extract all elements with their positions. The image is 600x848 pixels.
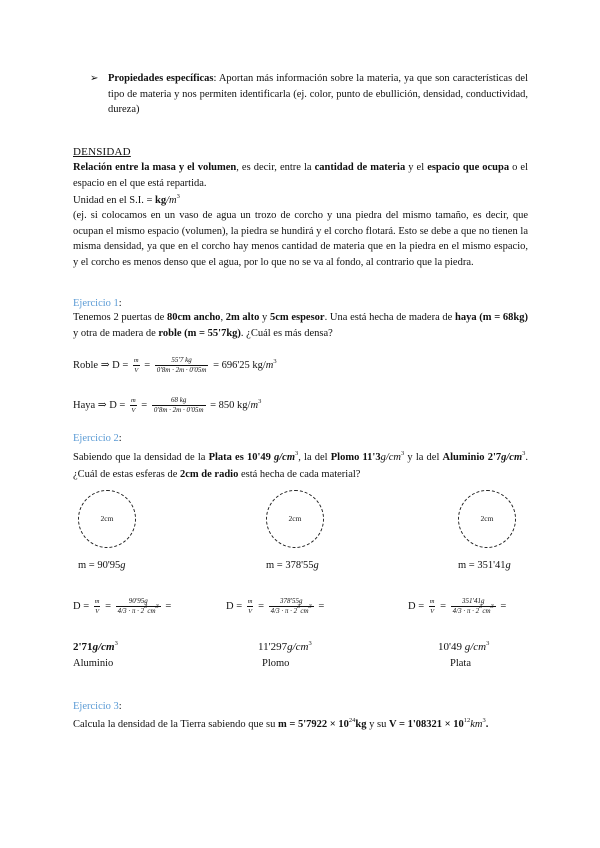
ej1-roble-equation	[73, 356, 277, 375]
roble-result-m: m	[265, 359, 274, 371]
d-f2-den-exp1: 3	[297, 603, 301, 610]
roble-f1-num: m	[133, 357, 139, 364]
result-value: 11'297	[258, 641, 288, 653]
intro-bold: Propiedades específicas	[108, 73, 214, 84]
ej1-title-colon: :	[118, 298, 122, 309]
sphere-plata	[458, 490, 516, 548]
ej3-t2: y su	[366, 719, 389, 730]
intro-text: : Aportan más información sobre la materia, ya que son características del tipo de materia y nos permiten identificarla (ej. color, punto de ebullición, densidad, conductividad, dureza)	[108, 73, 528, 115]
d-eq: =	[102, 600, 114, 612]
d-f2-den-cm: cm	[482, 607, 491, 615]
d-f1-num: m	[94, 598, 100, 605]
ej2-title	[73, 431, 528, 447]
haya-frac-1	[130, 396, 137, 415]
roble-result-exp: 3	[273, 357, 277, 365]
mass-unit: g	[120, 560, 126, 571]
sphere-radius-label: 2cm	[100, 514, 114, 524]
d-label: D =	[226, 600, 245, 612]
d-frac-2	[451, 597, 496, 616]
haya-f1-den: V	[131, 407, 136, 414]
d-f2-den	[269, 603, 314, 616]
haya-result-m: m	[250, 399, 259, 411]
d-f1-den: V	[248, 608, 253, 615]
mass-label: m = 90'95	[78, 560, 121, 571]
d-f2-den-exp1: 3	[479, 603, 483, 610]
ej2-t2: , la del	[298, 452, 331, 463]
ej3-title-text: Ejercicio 3	[73, 701, 119, 712]
ej1-t1: Tenemos 2 puertas de	[73, 312, 167, 323]
result-exp: 3	[308, 640, 312, 647]
si-unit-m: /m	[166, 195, 177, 206]
ej3-e1: 24	[348, 717, 356, 724]
d-label: D =	[73, 600, 92, 612]
sphere-plomo	[266, 490, 324, 548]
ej1-b3: 5cm espesor	[269, 312, 325, 323]
haya-result-exp: 3	[258, 397, 262, 405]
ej2-e1: 3	[295, 450, 299, 457]
mass-unit: g	[505, 560, 511, 571]
def-text-3: o el espacio en el que está repartida.	[73, 162, 529, 189]
haya-result: = 850 kg/	[207, 399, 251, 411]
haya-f1-num: m	[130, 397, 136, 404]
ej2-m2: g/cm	[380, 452, 402, 463]
ej1-b2: 2m alto	[225, 312, 260, 323]
haya-f2-num: 68 kg	[152, 396, 206, 406]
mass-label: m = 351'41	[458, 560, 506, 571]
ej1-statement	[73, 310, 528, 341]
sphere-radius-label: 2cm	[480, 514, 494, 524]
ej2-t5: está hecha de cada material?	[238, 469, 361, 480]
material-plata: Plata	[450, 658, 471, 669]
result-aluminio	[73, 640, 118, 656]
ej3-title-colon: :	[118, 701, 122, 712]
roble-result: = 696'25 kg/	[210, 359, 266, 371]
ej2-t3: y la del	[404, 452, 443, 463]
ej3-e2: 12	[463, 717, 471, 724]
ej3-statement	[73, 717, 488, 733]
density-eq-plata	[408, 597, 506, 616]
result-exp: 3	[114, 640, 118, 647]
roble-frac-1	[133, 356, 140, 375]
density-eq-plomo	[226, 597, 324, 616]
def-text-1: , es decir, entre la	[236, 162, 315, 173]
d-f2-den-cm: cm	[147, 607, 156, 615]
material-aluminio: Aluminio	[73, 658, 114, 669]
ej2-t4: . ¿Cuál de estas esferas de	[73, 452, 529, 480]
ej1-b1: 80cm ancho	[167, 312, 221, 323]
d-tail: =	[497, 600, 507, 612]
d-f1-num: m	[429, 598, 435, 605]
ej2-b3: Aluminio 2'7	[442, 452, 502, 463]
haya-label: Haya ⇒ D =	[73, 399, 128, 411]
def-bold-3: espacio que ocupa	[427, 162, 510, 173]
ej3-t1: Calcula la densidad de la Tierra sabiendo que su	[73, 719, 278, 730]
ej1-haya-equation	[73, 396, 261, 415]
mass-plomo	[266, 558, 319, 574]
d-f2-den	[451, 603, 496, 616]
result-exp: 3	[486, 640, 490, 647]
ej2-title-colon: :	[118, 433, 122, 444]
d-f2-num: 378'55g	[269, 597, 314, 607]
def-text-2: y el	[405, 162, 428, 173]
result-unit: g/cm	[464, 641, 487, 653]
d-label: D =	[408, 600, 427, 612]
d-f2-den-exp2: 3	[308, 603, 312, 610]
si-unit-line	[73, 193, 528, 209]
def-bold-2: cantidad de materia	[314, 162, 406, 173]
roble-eq: =	[141, 359, 153, 371]
intro-bullet: ➢	[90, 73, 99, 84]
mass-plata	[458, 558, 511, 574]
haya-eq: =	[138, 399, 150, 411]
ej3-b4: .	[485, 719, 489, 730]
roble-f1-den: V	[134, 367, 139, 374]
haya-f2-den: 0'8m · 2m · 0'05m	[153, 406, 204, 414]
d-frac-1	[429, 597, 436, 616]
ej2-b1: Plata es 10'49	[208, 452, 275, 463]
d-f2-den-text: 4/3 · π · 2	[452, 607, 480, 615]
d-f2-den-exp2: 3	[155, 603, 159, 610]
d-f1-den: V	[95, 608, 100, 615]
roble-label: Roble ⇒ D =	[73, 359, 131, 371]
ej3-b3: V = 1'08321 × 10	[388, 719, 464, 730]
result-plata	[438, 640, 489, 656]
result-unit: g/cm	[287, 641, 309, 653]
density-eq-aluminio	[73, 597, 171, 616]
densidad-example: (ej. si colocamos en un vaso de agua un trozo de corcho y una piedra del mismo tamaño, es decir, que ocupan el mismo espacio (volumen), la piedra se hundirá y el corcho flotará. Esto se debe a que no tienen la misma densidad, ya que en el corcho hay menos cantidad de materia que en la piedra en el mismo espacio, y el corcho es menos denso que el agua, por lo que no se va al fondo, al contrario que la piedra.	[73, 210, 528, 268]
def-bold-1: Relación entre la masa y el volumen	[73, 162, 237, 173]
sphere-aluminio	[78, 490, 136, 548]
ej1-t3: y	[259, 312, 270, 323]
material-plomo: Plomo	[262, 658, 290, 669]
d-tail: =	[162, 600, 172, 612]
ej2-b4: 2cm de radio	[180, 469, 239, 480]
roble-f2-num: 55'7 kg	[155, 356, 209, 366]
ej3-title	[73, 699, 528, 715]
d-eq: =	[255, 600, 267, 612]
ej1-t6: . ¿Cuál es más densa?	[240, 327, 333, 339]
roble-frac-2	[155, 356, 209, 375]
ej1-b4: haya (m = 68kg)	[455, 312, 528, 323]
si-unit-label: Unidad en el S.I. =	[73, 195, 156, 206]
mass-aluminio	[78, 558, 125, 574]
ej1-b5: roble (m = 55'7kg)	[158, 327, 241, 339]
ej2-e3: 3	[522, 450, 526, 457]
mass-label: m = 378'55	[266, 560, 314, 571]
ej2-statement	[73, 449, 528, 483]
ej3-b1: m = 5'7922 × 10	[278, 719, 349, 730]
ej2-title-text: Ejercicio 2	[73, 433, 119, 444]
d-f2-den-exp1: 3	[144, 603, 148, 610]
si-unit-exp: 3	[176, 193, 180, 200]
d-f2-num: 90'95g	[116, 597, 161, 607]
d-frac-2	[269, 597, 314, 616]
intro-paragraph	[108, 71, 528, 118]
densidad-heading: DENSIDAD	[73, 146, 131, 158]
result-value: 10'49	[438, 641, 465, 653]
ej1-t2: ,	[220, 312, 226, 323]
ej1-t4: . Una está hecha de madera de	[324, 312, 456, 323]
result-value: 2'71	[73, 641, 93, 653]
d-f1-num: m	[247, 598, 253, 605]
haya-frac-2	[152, 396, 206, 415]
d-frac-1	[94, 597, 101, 616]
ej3-b2: kg	[355, 719, 367, 730]
result-unit: g/cm	[92, 641, 115, 653]
ej2-b2: Plomo 11'3	[330, 452, 381, 463]
d-tail: =	[315, 600, 325, 612]
ej2-m3: g/cm	[501, 452, 523, 463]
sphere-radius-label: 2cm	[288, 514, 302, 524]
d-f2-den-text: 4/3 · π · 2	[270, 607, 298, 615]
d-f2-den	[116, 603, 161, 616]
result-plomo	[258, 640, 312, 656]
d-f2-den-exp2: 3	[490, 603, 494, 610]
d-frac-2	[116, 597, 161, 616]
si-unit-kg: kg	[155, 195, 167, 206]
roble-f2-den: 0'8m · 2m · 0'05m	[156, 366, 207, 374]
ej2-e2: 3	[401, 450, 405, 457]
ej2-t1: Sabiendo que la densidad de la	[73, 452, 209, 463]
d-f2-den-cm: cm	[300, 607, 309, 615]
d-frac-1	[247, 597, 254, 616]
d-f2-num: 351'41g	[451, 597, 496, 607]
d-eq: =	[437, 600, 449, 612]
mass-unit: g	[313, 560, 319, 571]
ej1-t5: y otra de madera de	[73, 327, 159, 339]
ej2-m1: g/cm	[274, 452, 296, 463]
ej1-title-text: Ejercicio 1	[73, 298, 119, 309]
d-f1-den: V	[430, 608, 435, 615]
densidad-definition	[73, 160, 528, 191]
d-f2-den-text: 4/3 · π · 2	[117, 607, 145, 615]
ej3-e3: 3	[482, 717, 486, 724]
ej3-m1: km	[470, 719, 483, 730]
